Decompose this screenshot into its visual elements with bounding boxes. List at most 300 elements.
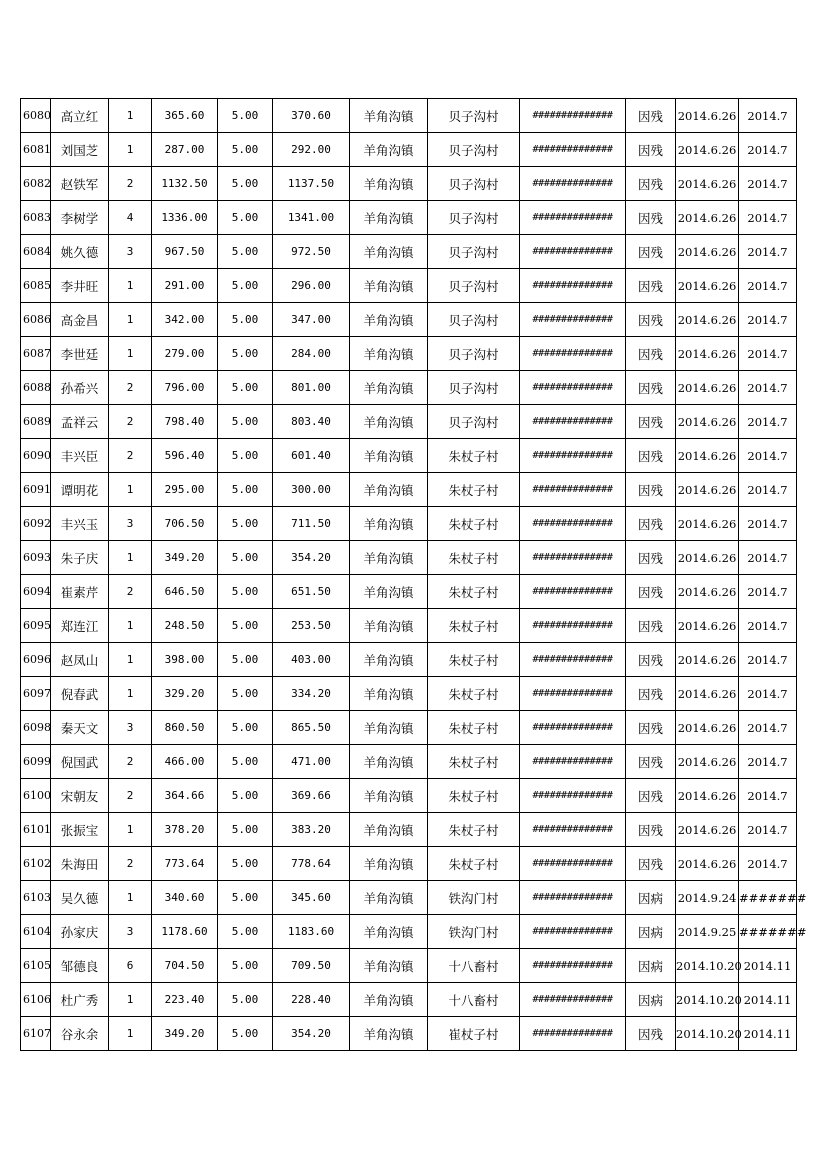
cell-household-size: 3 <box>109 235 152 269</box>
cell-village: 朱杖子村 <box>428 847 520 881</box>
cell-total: 1341.00 <box>273 201 350 235</box>
cell-fee: 5.00 <box>218 337 273 371</box>
cell-fee: 5.00 <box>218 507 273 541</box>
cell-person-name: 邹德良 <box>51 949 109 983</box>
cell-id-number: ############## <box>520 405 626 439</box>
cell-start-date: 2014.6.26 <box>676 847 739 881</box>
cell-reason: 因残 <box>626 473 676 507</box>
cell-household-size: 2 <box>109 779 152 813</box>
table-row <box>21 541 797 575</box>
cell-id-number: ############## <box>520 575 626 609</box>
cell-town: 羊角沟镇 <box>350 201 428 235</box>
cell-start-date: 2014.6.26 <box>676 813 739 847</box>
cell-start-date: 2014.6.26 <box>676 303 739 337</box>
cell-month: 2014.7 <box>739 541 797 575</box>
cell-village: 崔杖子村 <box>428 1017 520 1051</box>
cell-id-number: ############## <box>520 303 626 337</box>
cell-month: 2014.7 <box>739 303 797 337</box>
cell-start-date: 2014.6.26 <box>676 201 739 235</box>
cell-reason: 因残 <box>626 439 676 473</box>
cell-person-name: 孙家庆 <box>51 915 109 949</box>
cell-village: 贝子沟村 <box>428 201 520 235</box>
cell-person-name: 宋朝友 <box>51 779 109 813</box>
cell-id-number: ############## <box>520 779 626 813</box>
cell-start-date: 2014.9.24 <box>676 881 739 915</box>
table-row <box>21 745 797 779</box>
data-table <box>20 98 807 1051</box>
cell-total: 778.64 <box>273 847 350 881</box>
cell-reason: 因病 <box>626 915 676 949</box>
table-row <box>21 847 797 881</box>
cell-fee: 5.00 <box>218 609 273 643</box>
cell-total: 651.50 <box>273 575 350 609</box>
cell-village: 铁沟门村 <box>428 915 520 949</box>
cell-household-size: 1 <box>109 337 152 371</box>
cell-fee: 5.00 <box>218 881 273 915</box>
cell-town: 羊角沟镇 <box>350 915 428 949</box>
cell-record-id: 6087 <box>21 337 51 371</box>
cell-start-date: 2014.9.25 <box>676 915 739 949</box>
table-row <box>21 99 797 133</box>
cell-household-size: 1 <box>109 473 152 507</box>
cell-person-name: 李树学 <box>51 201 109 235</box>
cell-record-id: 6083 <box>21 201 51 235</box>
table-row <box>21 983 797 1017</box>
cell-id-number: ############## <box>520 371 626 405</box>
cell-id-number: ############## <box>520 949 626 983</box>
cell-person-name: 丰兴玉 <box>51 507 109 541</box>
cell-amount: 1132.50 <box>152 167 218 201</box>
cell-reason: 因残 <box>626 609 676 643</box>
cell-amount: 223.40 <box>152 983 218 1017</box>
cell-month: 2014.7 <box>739 235 797 269</box>
cell-record-id: 6106 <box>21 983 51 1017</box>
cell-start-date: 2014.6.26 <box>676 643 739 677</box>
cell-start-date: 2014.6.26 <box>676 269 739 303</box>
cell-reason: 因残 <box>626 235 676 269</box>
cell-record-id: 6104 <box>21 915 51 949</box>
cell-record-id: 6080 <box>21 99 51 133</box>
cell-record-id: 6086 <box>21 303 51 337</box>
cell-household-size: 1 <box>109 643 152 677</box>
cell-reason: 因残 <box>626 779 676 813</box>
cell-fee: 5.00 <box>218 643 273 677</box>
cell-household-size: 1 <box>109 303 152 337</box>
cell-reason: 因残 <box>626 167 676 201</box>
cell-reason: 因残 <box>626 133 676 167</box>
cell-reason: 因残 <box>626 99 676 133</box>
cell-id-number: ############## <box>520 167 626 201</box>
cell-household-size: 2 <box>109 745 152 779</box>
cell-amount: 349.20 <box>152 1017 218 1051</box>
table-row <box>21 677 797 711</box>
cell-reason: 因残 <box>626 337 676 371</box>
cell-fee: 5.00 <box>218 303 273 337</box>
table-row <box>21 813 797 847</box>
cell-reason: 因残 <box>626 405 676 439</box>
cell-month: 2014.7 <box>739 371 797 405</box>
cell-id-number: ############## <box>520 813 626 847</box>
cell-month: 2014.7 <box>739 643 797 677</box>
cell-total: 383.20 <box>273 813 350 847</box>
table-row <box>21 949 797 983</box>
cell-id-number: ############## <box>520 983 626 1017</box>
cell-town: 羊角沟镇 <box>350 779 428 813</box>
cell-amount: 349.20 <box>152 541 218 575</box>
cell-household-size: 2 <box>109 371 152 405</box>
cell-total: 370.60 <box>273 99 350 133</box>
cell-fee: 5.00 <box>218 269 273 303</box>
cell-person-name: 崔素芹 <box>51 575 109 609</box>
cell-record-id: 6094 <box>21 575 51 609</box>
cell-fee: 5.00 <box>218 847 273 881</box>
cell-household-size: 3 <box>109 711 152 745</box>
cell-record-id: 6098 <box>21 711 51 745</box>
cell-record-id: 6085 <box>21 269 51 303</box>
cell-amount: 798.40 <box>152 405 218 439</box>
cell-village: 贝子沟村 <box>428 235 520 269</box>
cell-id-number: ############## <box>520 201 626 235</box>
cell-household-size: 1 <box>109 609 152 643</box>
cell-start-date: 2014.10.20 <box>676 983 739 1017</box>
cell-fee: 5.00 <box>218 405 273 439</box>
cell-start-date: 2014.6.26 <box>676 439 739 473</box>
cell-fee: 5.00 <box>218 575 273 609</box>
cell-household-size: 1 <box>109 269 152 303</box>
cell-record-id: 6099 <box>21 745 51 779</box>
cell-person-name: 丰兴臣 <box>51 439 109 473</box>
cell-fee: 5.00 <box>218 745 273 779</box>
cell-month: 2014.11 <box>739 1017 797 1051</box>
cell-month: 2014.7 <box>739 269 797 303</box>
table-row <box>21 881 797 915</box>
cell-village: 十八畜村 <box>428 983 520 1017</box>
cell-reason: 因残 <box>626 371 676 405</box>
cell-town: 羊角沟镇 <box>350 541 428 575</box>
cell-start-date: 2014.6.26 <box>676 473 739 507</box>
cell-fee: 5.00 <box>218 915 273 949</box>
cell-id-number: ############## <box>520 745 626 779</box>
cell-amount: 342.00 <box>152 303 218 337</box>
cell-fee: 5.00 <box>218 813 273 847</box>
cell-person-name: 孙希兴 <box>51 371 109 405</box>
cell-town: 羊角沟镇 <box>350 643 428 677</box>
cell-total: 284.00 <box>273 337 350 371</box>
cell-person-name: 孟祥云 <box>51 405 109 439</box>
table-row <box>21 439 797 473</box>
cell-month: 2014.11 <box>739 949 797 983</box>
cell-total: 345.60 <box>273 881 350 915</box>
cell-start-date: 2014.6.26 <box>676 507 739 541</box>
cell-amount: 291.00 <box>152 269 218 303</box>
cell-month: 2014.7 <box>739 745 797 779</box>
cell-total: 354.20 <box>273 541 350 575</box>
cell-amount: 466.00 <box>152 745 218 779</box>
cell-record-id: 6095 <box>21 609 51 643</box>
cell-town: 羊角沟镇 <box>350 473 428 507</box>
cell-village: 朱杖子村 <box>428 507 520 541</box>
cell-month: 2014.7 <box>739 405 797 439</box>
cell-town: 羊角沟镇 <box>350 303 428 337</box>
cell-record-id: 6093 <box>21 541 51 575</box>
cell-town: 羊角沟镇 <box>350 711 428 745</box>
cell-record-id: 6103 <box>21 881 51 915</box>
cell-id-number: ############## <box>520 541 626 575</box>
cell-total: 801.00 <box>273 371 350 405</box>
cell-start-date: 2014.6.26 <box>676 677 739 711</box>
cell-record-id: 6088 <box>21 371 51 405</box>
cell-total: 403.00 <box>273 643 350 677</box>
cell-record-id: 6101 <box>21 813 51 847</box>
cell-total: 253.50 <box>273 609 350 643</box>
cell-person-name: 谷永余 <box>51 1017 109 1051</box>
cell-record-id: 6081 <box>21 133 51 167</box>
cell-person-name: 秦天文 <box>51 711 109 745</box>
cell-reason: 因病 <box>626 881 676 915</box>
table-row <box>21 303 797 337</box>
cell-start-date: 2014.6.26 <box>676 167 739 201</box>
table-row <box>21 269 797 303</box>
table-row <box>21 609 797 643</box>
table-row <box>21 337 797 371</box>
cell-village: 朱杖子村 <box>428 711 520 745</box>
cell-person-name: 姚久德 <box>51 235 109 269</box>
cell-household-size: 3 <box>109 507 152 541</box>
cell-reason: 因残 <box>626 813 676 847</box>
cell-town: 羊角沟镇 <box>350 405 428 439</box>
cell-town: 羊角沟镇 <box>350 575 428 609</box>
cell-reason: 因残 <box>626 847 676 881</box>
cell-household-size: 3 <box>109 915 152 949</box>
cell-person-name: 赵铁军 <box>51 167 109 201</box>
cell-id-number: ############## <box>520 235 626 269</box>
cell-month: 2014.7 <box>739 133 797 167</box>
cell-total: 711.50 <box>273 507 350 541</box>
table-row <box>21 1017 797 1051</box>
cell-record-id: 6105 <box>21 949 51 983</box>
cell-total: 803.40 <box>273 405 350 439</box>
cell-total: 709.50 <box>273 949 350 983</box>
cell-id-number: ############## <box>520 711 626 745</box>
cell-household-size: 2 <box>109 167 152 201</box>
table-row <box>21 405 797 439</box>
cell-household-size: 1 <box>109 541 152 575</box>
cell-reason: 因残 <box>626 269 676 303</box>
cell-village: 贝子沟村 <box>428 303 520 337</box>
cell-start-date: 2014.10.20 <box>676 1017 739 1051</box>
cell-town: 羊角沟镇 <box>350 881 428 915</box>
cell-town: 羊角沟镇 <box>350 1017 428 1051</box>
cell-start-date: 2014.10.20 <box>676 949 739 983</box>
cell-person-name: 张振宝 <box>51 813 109 847</box>
cell-village: 贝子沟村 <box>428 167 520 201</box>
cell-town: 羊角沟镇 <box>350 813 428 847</box>
cell-total: 354.20 <box>273 1017 350 1051</box>
cell-total: 1183.60 <box>273 915 350 949</box>
cell-month: 2014.7 <box>739 337 797 371</box>
cell-id-number: ############## <box>520 269 626 303</box>
cell-month: 2014.7 <box>739 847 797 881</box>
cell-town: 羊角沟镇 <box>350 949 428 983</box>
cell-person-name: 赵凤山 <box>51 643 109 677</box>
cell-fee: 5.00 <box>218 779 273 813</box>
cell-person-name: 倪国武 <box>51 745 109 779</box>
cell-amount: 287.00 <box>152 133 218 167</box>
cell-fee: 5.00 <box>218 371 273 405</box>
cell-person-name: 朱子庆 <box>51 541 109 575</box>
cell-id-number: ############## <box>520 915 626 949</box>
cell-village: 贝子沟村 <box>428 371 520 405</box>
cell-town: 羊角沟镇 <box>350 167 428 201</box>
cell-amount: 706.50 <box>152 507 218 541</box>
cell-month: 2014.7 <box>739 201 797 235</box>
cell-town: 羊角沟镇 <box>350 133 428 167</box>
table-row <box>21 915 797 949</box>
cell-fee: 5.00 <box>218 1017 273 1051</box>
cell-month: 2014.7 <box>739 609 797 643</box>
cell-person-name: 朱海田 <box>51 847 109 881</box>
cell-village: 朱杖子村 <box>428 813 520 847</box>
cell-id-number: ############## <box>520 609 626 643</box>
cell-month: 2014.11 <box>739 983 797 1017</box>
cell-start-date: 2014.6.26 <box>676 405 739 439</box>
table-body <box>21 99 807 1051</box>
cell-person-name: 郑连江 <box>51 609 109 643</box>
cell-household-size: 6 <box>109 949 152 983</box>
cell-month: 2014.7 <box>739 677 797 711</box>
cell-village: 朱杖子村 <box>428 643 520 677</box>
cell-village: 朱杖子村 <box>428 439 520 473</box>
cell-reason: 因残 <box>626 303 676 337</box>
cell-household-size: 1 <box>109 99 152 133</box>
cell-person-name: 谭明花 <box>51 473 109 507</box>
cell-total: 1137.50 <box>273 167 350 201</box>
cell-month: 2014.7 <box>739 575 797 609</box>
cell-amount: 248.50 <box>152 609 218 643</box>
cell-month: 2014.7 <box>739 473 797 507</box>
cell-household-size: 4 <box>109 201 152 235</box>
cell-reason: 因残 <box>626 201 676 235</box>
cell-total: 865.50 <box>273 711 350 745</box>
cell-record-id: 6107 <box>21 1017 51 1051</box>
cell-town: 羊角沟镇 <box>350 269 428 303</box>
cell-town: 羊角沟镇 <box>350 745 428 779</box>
cell-amount: 1178.60 <box>152 915 218 949</box>
cell-total: 228.40 <box>273 983 350 1017</box>
cell-fee: 5.00 <box>218 983 273 1017</box>
cell-amount: 398.00 <box>152 643 218 677</box>
table-row <box>21 473 797 507</box>
cell-start-date: 2014.6.26 <box>676 609 739 643</box>
cell-month: ####### <box>739 915 797 949</box>
cell-id-number: ############## <box>520 133 626 167</box>
cell-start-date: 2014.6.26 <box>676 235 739 269</box>
cell-start-date: 2014.6.26 <box>676 99 739 133</box>
cell-amount: 596.40 <box>152 439 218 473</box>
cell-month: 2014.7 <box>739 99 797 133</box>
cell-village: 朱杖子村 <box>428 745 520 779</box>
cell-start-date: 2014.6.26 <box>676 337 739 371</box>
cell-reason: 因残 <box>626 643 676 677</box>
cell-month: 2014.7 <box>739 813 797 847</box>
cell-id-number: ############## <box>520 439 626 473</box>
table-row <box>21 711 797 745</box>
cell-village: 朱杖子村 <box>428 473 520 507</box>
cell-town: 羊角沟镇 <box>350 371 428 405</box>
cell-total: 347.00 <box>273 303 350 337</box>
cell-record-id: 6089 <box>21 405 51 439</box>
cell-person-name: 李井旺 <box>51 269 109 303</box>
cell-household-size: 1 <box>109 813 152 847</box>
cell-id-number: ############## <box>520 677 626 711</box>
table-row <box>21 575 797 609</box>
cell-person-name: 倪春武 <box>51 677 109 711</box>
cell-household-size: 1 <box>109 677 152 711</box>
cell-amount: 967.50 <box>152 235 218 269</box>
cell-town: 羊角沟镇 <box>350 507 428 541</box>
cell-person-name: 李世廷 <box>51 337 109 371</box>
cell-village: 贝子沟村 <box>428 337 520 371</box>
cell-person-name: 吴久德 <box>51 881 109 915</box>
cell-id-number: ############## <box>520 881 626 915</box>
cell-record-id: 6091 <box>21 473 51 507</box>
cell-town: 羊角沟镇 <box>350 337 428 371</box>
cell-record-id: 6097 <box>21 677 51 711</box>
cell-total: 296.00 <box>273 269 350 303</box>
cell-amount: 860.50 <box>152 711 218 745</box>
cell-total: 292.00 <box>273 133 350 167</box>
table-row <box>21 133 797 167</box>
cell-record-id: 6084 <box>21 235 51 269</box>
cell-reason: 因病 <box>626 983 676 1017</box>
cell-fee: 5.00 <box>218 167 273 201</box>
cell-town: 羊角沟镇 <box>350 235 428 269</box>
cell-amount: 704.50 <box>152 949 218 983</box>
cell-reason: 因残 <box>626 1017 676 1051</box>
cell-fee: 5.00 <box>218 201 273 235</box>
cell-fee: 5.00 <box>218 99 273 133</box>
cell-reason: 因残 <box>626 677 676 711</box>
cell-fee: 5.00 <box>218 235 273 269</box>
cell-amount: 646.50 <box>152 575 218 609</box>
cell-person-name: 高金昌 <box>51 303 109 337</box>
cell-amount: 773.64 <box>152 847 218 881</box>
cell-fee: 5.00 <box>218 677 273 711</box>
cell-reason: 因残 <box>626 745 676 779</box>
cell-total: 300.00 <box>273 473 350 507</box>
cell-amount: 365.60 <box>152 99 218 133</box>
cell-household-size: 1 <box>109 983 152 1017</box>
cell-id-number: ############## <box>520 507 626 541</box>
cell-total: 972.50 <box>273 235 350 269</box>
cell-town: 羊角沟镇 <box>350 677 428 711</box>
cell-id-number: ############## <box>520 847 626 881</box>
cell-fee: 5.00 <box>218 949 273 983</box>
cell-household-size: 2 <box>109 847 152 881</box>
cell-start-date: 2014.6.26 <box>676 711 739 745</box>
cell-village: 贝子沟村 <box>428 269 520 303</box>
cell-fee: 5.00 <box>218 541 273 575</box>
cell-amount: 295.00 <box>152 473 218 507</box>
cell-id-number: ############## <box>520 99 626 133</box>
cell-record-id: 6096 <box>21 643 51 677</box>
cell-village: 朱杖子村 <box>428 779 520 813</box>
table-row <box>21 371 797 405</box>
cell-start-date: 2014.6.26 <box>676 745 739 779</box>
cell-reason: 因残 <box>626 711 676 745</box>
cell-town: 羊角沟镇 <box>350 609 428 643</box>
cell-reason: 因残 <box>626 541 676 575</box>
